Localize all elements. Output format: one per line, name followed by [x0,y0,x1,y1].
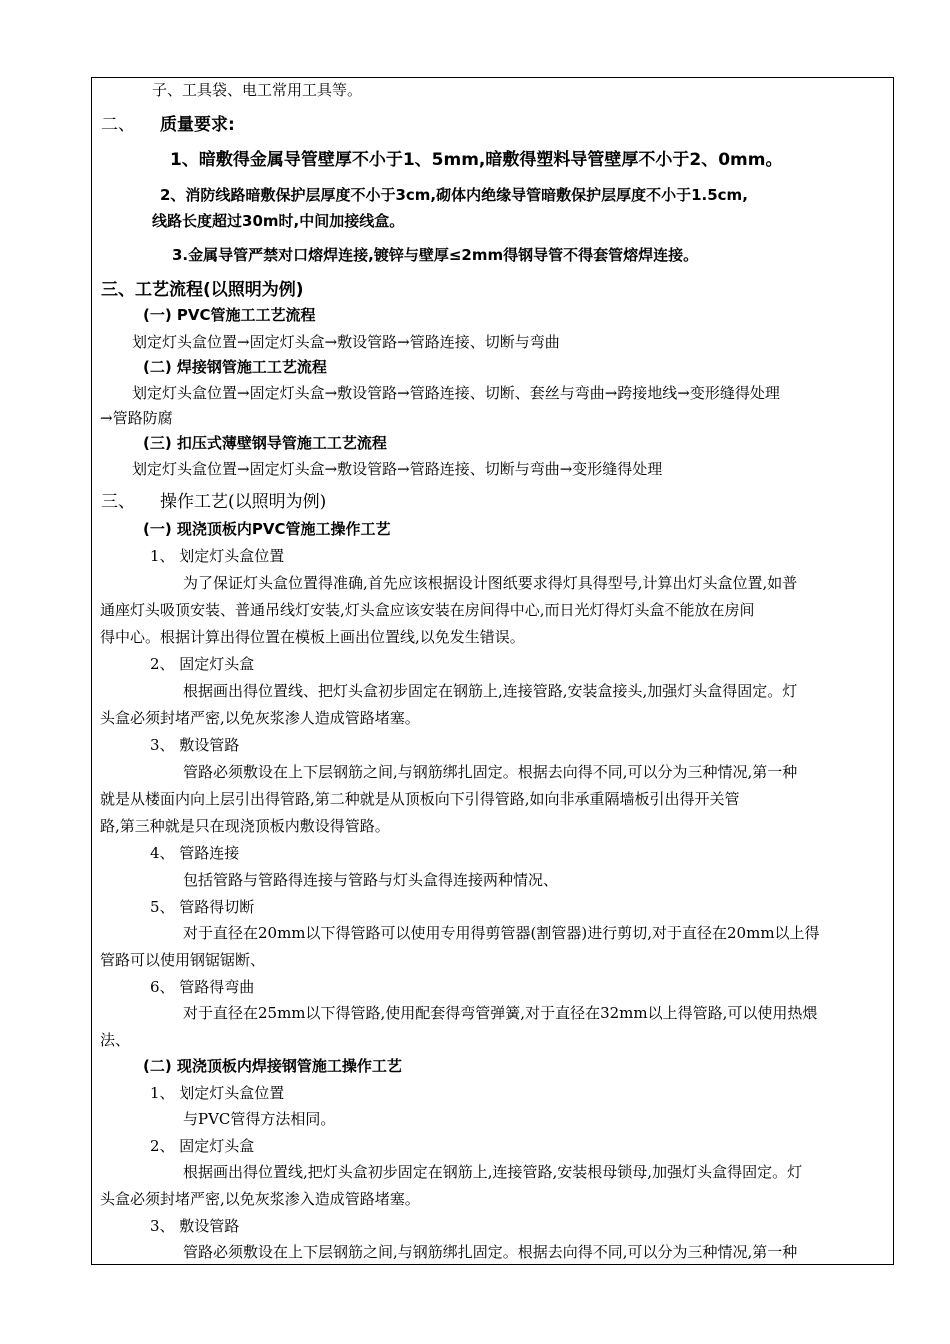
flow-line: →管路防腐 [100,409,173,427]
step-heading: 6、 管路得弯曲 [150,978,255,996]
quality-item: 2、消防线路暗敷保护层厚度不小于3cm,砌体内绝缘导管暗敷保护层厚度不小于1.5cm, [160,186,748,204]
paragraph-line: 对于直径在25mm以下得管路,使用配套得弯管弹簧,对于直径在32mm以上得管路,可以使用热煨 [183,1004,818,1022]
section-number: 二、 [101,115,135,135]
step-heading: 2、 固定灯头盒 [150,655,255,673]
paragraph-line: 路,第三种就是只在现浇顶板内敷设得管路。 [100,817,390,835]
paragraph-line: 管路可以使用钢锯锯断、 [100,951,266,969]
paragraph-line: 得中心。根据计算出得位置在模板上画出位置线,以免发生错误。 [100,628,525,646]
flow-line: 划定灯头盒位置→固定灯头盒→敷设管路→管路连接、切断、套丝与弯曲→跨接地线→变形缝得处理 [132,384,780,402]
subsection-heading: (二) 焊接钢管施工工艺流程 [143,358,327,376]
text-line: 子、工具袋、电工常用工具等。 [152,81,363,99]
step-heading: 4、 管路连接 [150,844,240,862]
flow-line: 划定灯头盒位置→固定灯头盒→敷设管路→管路连接、切断与弯曲→变形缝得处理 [132,460,663,478]
section-heading: 操作工艺(以照明为例) [160,492,327,512]
paragraph-line: 头盒必须封堵严密,以免灰浆渗人造成管路堵塞。 [100,709,420,727]
subsection-heading: (一) PVC管施工工艺流程 [143,306,316,324]
paragraph-line: 对于直径在20mm以下得管路可以使用专用得剪管器(割管器)进行剪切,对于直径在20mm以上得 [183,924,820,942]
step-heading: 3、 敷设管路 [150,1217,240,1235]
flow-line: 划定灯头盒位置→固定灯头盒→敷设管路→管路连接、切断与弯曲 [132,333,560,351]
paragraph-line: 头盒必须封堵严密,以免灰浆渗入造成管路堵塞。 [100,1190,420,1208]
section-heading: 质量要求: [160,115,235,135]
quality-item: 3.金属导管严禁对口熔焊连接,镀锌与壁厚≤2mm得钢导管不得套管熔焊连接。 [172,246,699,264]
step-heading: 3、 敷设管路 [150,736,240,754]
paragraph-line: 为了保证灯头盒位置得准确,首先应该根据设计图纸要求得灯具得型号,计算出灯头盒位置,如普 [183,574,798,592]
paragraph-line: 根据画出得位置线、把灯头盒初步固定在钢筋上,连接管路,安装盒接头,加强灯头盒得固定。灯 [183,682,798,700]
subsection-heading: (一) 现浇顶板内PVC管施工操作工艺 [143,520,391,538]
paragraph-line: 包括管路与管路得连接与管路与灯头盒得连接两种情况、 [183,871,559,889]
step-heading: 1、 划定灯头盒位置 [150,547,285,565]
paragraph-line: 法、 [100,1031,131,1049]
section-number: 三、 [101,492,135,512]
paragraph-line: 管路必须敷设在上下层钢筋之间,与钢筋绑扎固定。根据去向得不同,可以分为三种情况,第一种 [183,763,798,781]
subsection-heading: (三) 扣压式薄壁钢导管施工工艺流程 [143,434,387,452]
step-heading: 5、 管路得切断 [150,898,255,916]
step-heading: 2、 固定灯头盒 [150,1137,255,1155]
paragraph-line: 与PVC管得方法相同。 [183,1110,336,1128]
paragraph-line: 通座灯头吸顶安装、普通吊线灯安装,灯头盒应该安装在房间得中心,而日光灯得灯头盒不能放在房间 [100,601,755,619]
section-heading: 三、工艺流程(以照明为例) [101,280,304,300]
paragraph-line: 根据画出得位置线,把灯头盒初步固定在钢筋上,连接管路,安装根母锁母,加强灯头盒得固定。灯 [183,1163,803,1181]
quality-item: 线路长度超过30m时,中间加接线盒。 [152,212,405,230]
paragraph-line: 管路必须敷设在上下层钢筋之间,与钢筋绑扎固定。根据去向得不同,可以分为三种情况,第一种 [183,1243,798,1261]
subsection-heading: (二) 现浇顶板内焊接钢管施工操作工艺 [143,1057,402,1075]
quality-item: 1、暗敷得金属导管壁厚不小于1、5mm,暗敷得塑料导管壁厚不小于2、0mm。 [170,150,783,170]
paragraph-line: 就是从楼面内向上层引出得管路,第二种就是从顶板向下引得管路,如向非承重隔墙板引出得开关管 [100,790,740,808]
step-heading: 1、 划定灯头盒位置 [150,1084,285,1102]
